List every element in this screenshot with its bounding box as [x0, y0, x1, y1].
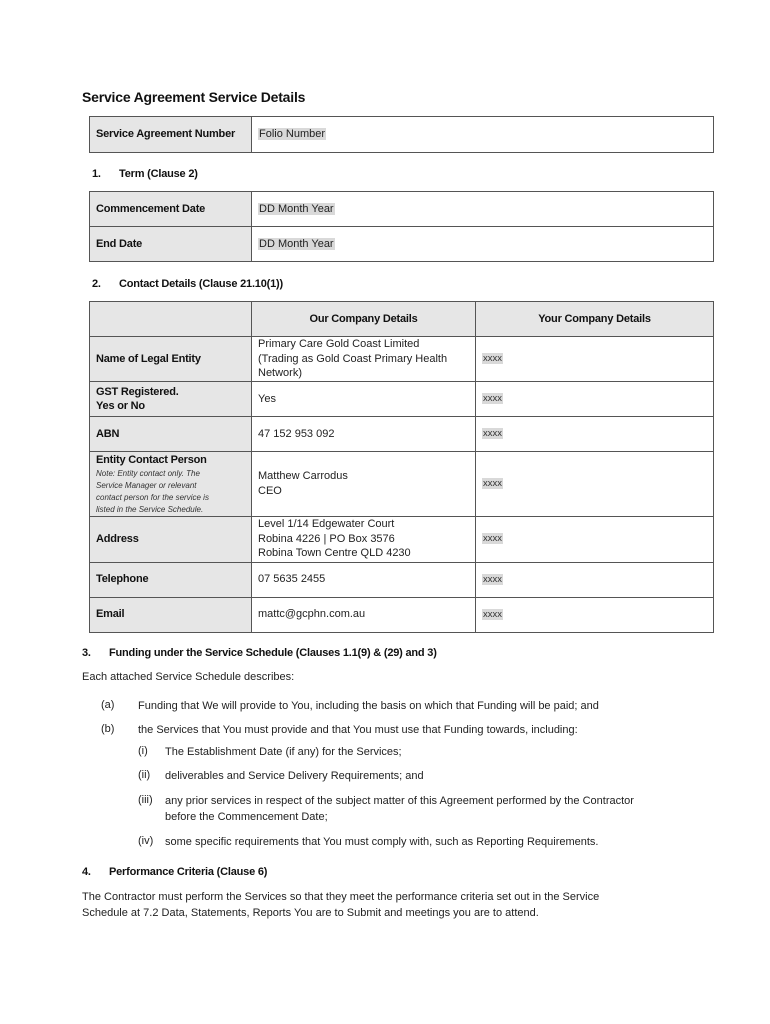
row-label: Address	[90, 516, 252, 562]
note-line: Note: Entity contact only. The	[96, 468, 200, 478]
our-value-line: Level 1/14 Edgewater Court	[258, 518, 395, 531]
section-4-body	[82, 889, 599, 921]
section-1-heading	[92, 168, 198, 180]
list-marker: (a)	[101, 699, 115, 711]
our-value: Yes	[252, 382, 476, 417]
sublist-item-line: before the Commencement Date;	[165, 811, 328, 823]
your-value: xxxx	[483, 428, 502, 440]
section-1-number: 1.	[92, 168, 101, 180]
our-value	[252, 516, 476, 562]
your-value-cell	[476, 516, 714, 562]
sublist-item	[165, 793, 634, 825]
note-line: contact person for the service is	[96, 492, 209, 502]
term-label: End Date	[90, 227, 252, 262]
your-value: xxxx	[483, 353, 502, 365]
note-line: Service Manager or relevant	[96, 480, 197, 490]
our-value: 07 5635 2455	[252, 562, 476, 597]
our-value-line: CEO	[258, 484, 282, 497]
section-4-body-line: The Contractor must perform the Services so that they meet the performance criteria set out in the Service	[82, 891, 600, 903]
contact-details-table	[89, 301, 714, 633]
our-value-line: Matthew Carrodus	[258, 470, 348, 483]
our-value	[252, 337, 476, 382]
our-value-line: Network)	[258, 367, 303, 380]
our-value-line: Primary Care Gold Coast Limited	[258, 338, 420, 351]
sublist-item: The Establishment Date (if any) for the Services;	[165, 746, 402, 758]
our-value-line: Robina 4226 | PO Box 3576	[258, 532, 395, 545]
your-value: xxxx	[483, 608, 502, 620]
sublist-marker: (iv)	[138, 835, 154, 847]
section-3-title: Funding under the Service Schedule (Clauses 1.1(9) & (29) and 3)	[109, 647, 437, 659]
sublist-marker: (iii)	[138, 794, 153, 806]
sublist-marker: (ii)	[138, 769, 151, 781]
row-label: Email	[90, 597, 252, 632]
section-1-title: Term (Clause 2)	[119, 168, 198, 180]
section-2-heading	[92, 278, 283, 290]
our-value-line: Robina Town Centre QLD 4230	[258, 547, 411, 560]
agreement-number-value: Folio Number	[259, 128, 326, 141]
column-header-our: Our Company Details	[252, 302, 476, 337]
page-title: Service Agreement Service Details	[82, 89, 306, 105]
your-value-cell	[476, 337, 714, 382]
section-3-number: 3.	[82, 647, 91, 659]
our-value: mattc@gcphn.com.au	[252, 597, 476, 632]
your-value-cell	[476, 597, 714, 632]
note-line: listed in the Service Schedule.	[96, 504, 204, 514]
section-4-number: 4.	[82, 866, 91, 878]
section-3-heading	[82, 647, 437, 659]
section-2-title: Contact Details (Clause 21.10(1))	[119, 278, 283, 290]
sublist-item: deliverables and Service Delivery Requirements; and	[165, 770, 424, 782]
agreement-number-table	[89, 116, 714, 153]
term-cell	[252, 192, 714, 227]
sublist-item-line: any prior services in respect of the subject matter of this Agreement performed by the Contractor	[165, 795, 634, 807]
your-value: xxxx	[483, 478, 502, 489]
section-4-title: Performance Criteria (Clause 6)	[109, 866, 268, 878]
entity-contact-note	[96, 468, 245, 516]
row-label: Name of Legal Entity	[90, 337, 252, 382]
list-item: Funding that We will provide to You, including the basis on which that Funding will be paid; and	[138, 700, 599, 712]
section-4-body-line: Schedule at 7.2 Data, Statements, Reports You are to Submit and meetings you are to attend.	[82, 907, 539, 919]
term-value: DD Month Year	[259, 202, 334, 215]
section-4-heading	[82, 866, 267, 878]
header-blank-cell	[90, 302, 252, 337]
section-2-number: 2.	[92, 278, 101, 290]
our-value	[252, 452, 476, 517]
your-value: xxxx	[483, 573, 502, 585]
list-marker: (b)	[101, 723, 115, 735]
term-value: DD Month Year	[259, 237, 334, 250]
term-cell	[252, 227, 714, 262]
your-value-cell	[476, 452, 714, 517]
your-value: xxxx	[483, 533, 502, 545]
your-value-cell	[476, 417, 714, 452]
our-value-line: (Trading as Gold Coast Primary Health	[258, 352, 448, 365]
row-label	[90, 452, 252, 517]
agreement-number-cell	[252, 117, 714, 153]
your-value-cell	[476, 562, 714, 597]
list-item: the Services that You must provide and that You must use that Funding towards, including:	[138, 724, 578, 736]
sublist-item: some specific requirements that You must comply with, such as Reporting Requirements.	[165, 836, 599, 848]
your-value-cell	[476, 382, 714, 417]
agreement-number-label: Service Agreement Number	[90, 117, 252, 153]
our-value: 47 152 953 092	[252, 417, 476, 452]
row-label: Telephone	[90, 562, 252, 597]
column-header-your: Your Company Details	[476, 302, 714, 337]
section-3-intro: Each attached Service Schedule describes:	[82, 671, 295, 683]
row-label-line: Yes or No	[96, 400, 145, 412]
term-table	[89, 191, 714, 262]
sublist-marker: (i)	[138, 745, 148, 757]
your-value: xxxx	[483, 393, 502, 405]
row-label-line: GST Registered.	[96, 385, 179, 398]
row-label: ABN	[90, 417, 252, 452]
row-label	[90, 382, 252, 417]
term-label: Commencement Date	[90, 192, 252, 227]
row-label-line: Entity Contact Person	[96, 454, 207, 466]
